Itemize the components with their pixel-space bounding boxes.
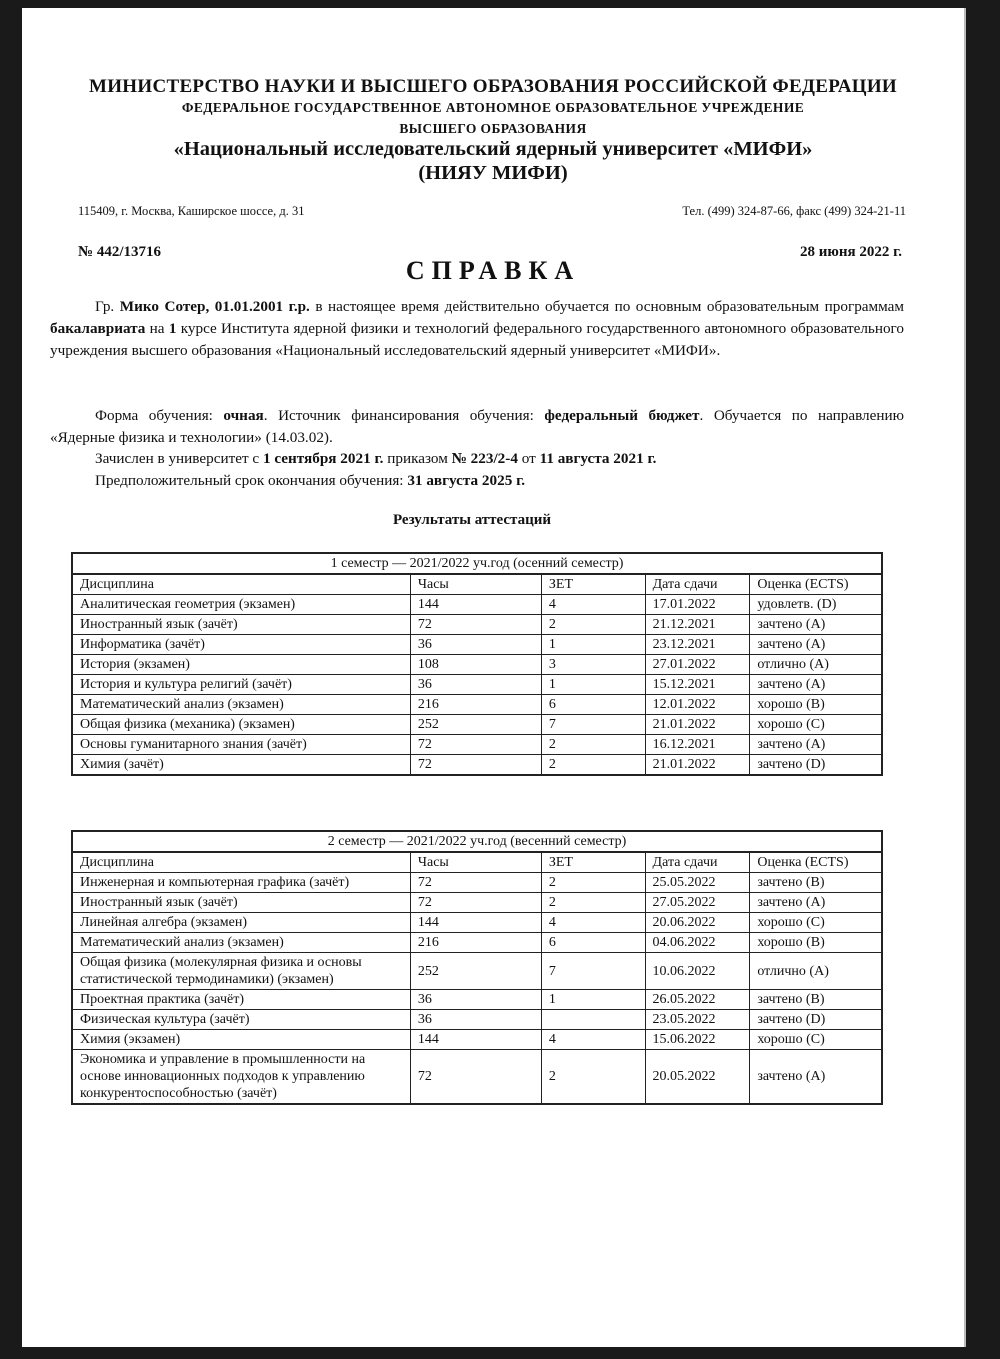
hours-cell: 144 bbox=[410, 913, 541, 933]
table-row bbox=[72, 655, 882, 675]
hours-cell: 36 bbox=[410, 1010, 541, 1030]
p3-text-a: Зачислен в университет с bbox=[95, 450, 263, 467]
credits-cell: 7 bbox=[541, 715, 645, 735]
grade-cell: зачтено (A) bbox=[750, 675, 882, 695]
table-row bbox=[72, 1030, 882, 1050]
discipline-cell: Линейная алгебра (экзамен) bbox=[72, 913, 410, 933]
university-phone: Тел. (499) 324-87-66, факс (499) 324-21-11 bbox=[682, 204, 906, 218]
grade-cell: зачтено (A) bbox=[750, 735, 882, 755]
paragraph-student-status bbox=[50, 296, 904, 362]
discipline-cell: Инженерная и компьютерная графика (зачёт) bbox=[72, 873, 410, 893]
grade-cell: хорошо (B) bbox=[750, 933, 882, 953]
university-address: 115409, г. Москва, Каширское шоссе, д. 31 bbox=[78, 204, 305, 218]
grade-cell: отлично (A) bbox=[750, 655, 882, 675]
credits-cell: 1 bbox=[541, 990, 645, 1010]
hours-cell: 216 bbox=[410, 933, 541, 953]
p2-text-c: . Обучается по направлению «Ядерные физика и технологии» (14.03.02). bbox=[50, 407, 904, 446]
column-header-grade: Оценка (ECTS) bbox=[750, 574, 882, 595]
p4-text-a: Предположительный срок окончания обучения: bbox=[95, 472, 408, 489]
date-cell: 21.01.2022 bbox=[645, 755, 750, 776]
grade-cell: зачтено (A) bbox=[750, 893, 882, 913]
grade-cell: отлично (A) bbox=[750, 953, 882, 990]
column-header-hours: Часы bbox=[410, 574, 541, 595]
date-cell: 17.01.2022 bbox=[645, 595, 750, 615]
hours-cell: 72 bbox=[410, 1050, 541, 1105]
hours-cell: 72 bbox=[410, 755, 541, 776]
column-header-hours: Часы bbox=[410, 852, 541, 873]
hours-cell: 216 bbox=[410, 695, 541, 715]
p1-text-a: Гр. bbox=[95, 298, 120, 315]
credits-cell: 4 bbox=[541, 595, 645, 615]
table-row bbox=[72, 990, 882, 1010]
graduation-date: 31 августа 2025 г. bbox=[407, 472, 526, 489]
date-cell: 27.01.2022 bbox=[645, 655, 750, 675]
paragraph-enrollment bbox=[50, 448, 904, 470]
table-row bbox=[72, 755, 882, 776]
course-number: 1 bbox=[168, 320, 177, 337]
results-title: Результаты аттестаций bbox=[392, 512, 552, 528]
credits-cell: 2 bbox=[541, 615, 645, 635]
semester-1-table bbox=[71, 552, 883, 776]
grade-cell: хорошо (C) bbox=[750, 715, 882, 735]
date-cell: 16.12.2021 bbox=[645, 735, 750, 755]
column-header-credits: ЗЕТ bbox=[541, 852, 645, 873]
document-title: СПРАВКА bbox=[405, 256, 581, 285]
discipline-cell: Математический анализ (экзамен) bbox=[72, 933, 410, 953]
discipline-cell: Проектная практика (зачёт) bbox=[72, 990, 410, 1010]
funding-source: федеральный бюджет bbox=[544, 407, 700, 424]
date-cell: 15.06.2022 bbox=[645, 1030, 750, 1050]
document-number: № 442/13716 bbox=[78, 244, 161, 260]
table-row bbox=[72, 695, 882, 715]
column-header-discipline: Дисциплина bbox=[72, 574, 410, 595]
credits-cell: 7 bbox=[541, 953, 645, 990]
window-frame-right bbox=[964, 0, 1000, 1359]
grade-cell: зачтено (A) bbox=[750, 635, 882, 655]
p1-text-b: в настоящее время действительно обучается по основным образовательным программам bbox=[309, 298, 905, 315]
semester-1-title: 1 семестр — 2021/2022 уч.год (осенний семестр) bbox=[72, 553, 882, 574]
university-name: «Национальный исследовательский ядерный университет «МИФИ» bbox=[173, 138, 813, 160]
column-header-grade: Оценка (ECTS) bbox=[750, 852, 882, 873]
date-cell: 21.12.2021 bbox=[645, 615, 750, 635]
credits-cell: 2 bbox=[541, 873, 645, 893]
column-header-date: Дата сдачи bbox=[645, 574, 750, 595]
university-short-name: (НИЯУ МИФИ) bbox=[418, 162, 568, 184]
hours-cell: 36 bbox=[410, 635, 541, 655]
credits-cell bbox=[541, 1010, 645, 1030]
date-cell: 20.05.2022 bbox=[645, 1050, 750, 1105]
table-header-row bbox=[72, 574, 882, 595]
table-row bbox=[72, 595, 882, 615]
semester-2-title: 2 семестр — 2021/2022 уч.год (весенний семестр) bbox=[72, 831, 882, 852]
column-header-discipline: Дисциплина bbox=[72, 852, 410, 873]
credits-cell: 2 bbox=[541, 755, 645, 776]
table-row bbox=[72, 1010, 882, 1030]
discipline-cell: Аналитическая геометрия (экзамен) bbox=[72, 595, 410, 615]
date-cell: 12.01.2022 bbox=[645, 695, 750, 715]
date-cell: 21.01.2022 bbox=[645, 715, 750, 735]
credits-cell: 4 bbox=[541, 1030, 645, 1050]
table-row bbox=[72, 873, 882, 893]
hours-cell: 144 bbox=[410, 1030, 541, 1050]
date-cell: 10.06.2022 bbox=[645, 953, 750, 990]
grade-cell: зачтено (D) bbox=[750, 1010, 882, 1030]
discipline-cell: История (экзамен) bbox=[72, 655, 410, 675]
discipline-cell: Иностранный язык (зачёт) bbox=[72, 893, 410, 913]
date-cell: 27.05.2022 bbox=[645, 893, 750, 913]
hours-cell: 108 bbox=[410, 655, 541, 675]
order-date: 11 августа 2021 г. bbox=[539, 450, 657, 467]
date-cell: 04.06.2022 bbox=[645, 933, 750, 953]
hours-cell: 72 bbox=[410, 615, 541, 635]
document-page bbox=[22, 8, 966, 1347]
discipline-cell: Математический анализ (экзамен) bbox=[72, 695, 410, 715]
table-row bbox=[72, 913, 882, 933]
study-form: очная bbox=[223, 407, 264, 424]
window-frame-left bbox=[0, 0, 22, 1359]
hours-cell: 36 bbox=[410, 675, 541, 695]
table-row bbox=[72, 635, 882, 655]
table-row bbox=[72, 675, 882, 695]
table-row bbox=[72, 893, 882, 913]
date-cell: 23.05.2022 bbox=[645, 1010, 750, 1030]
order-number: № 223/2-4 bbox=[451, 450, 518, 467]
discipline-cell: Экономика и управление в промышленности на основе инновационных подходов к управлению конкурентоспособностью (зачёт) bbox=[72, 1050, 410, 1105]
document-date: 28 июня 2022 г. bbox=[800, 244, 902, 260]
window-frame-top bbox=[0, 0, 1000, 8]
date-cell: 15.12.2021 bbox=[645, 675, 750, 695]
discipline-cell: Иностранный язык (зачёт) bbox=[72, 615, 410, 635]
date-cell: 26.05.2022 bbox=[645, 990, 750, 1010]
table-header-row bbox=[72, 852, 882, 873]
education-level: бакалавриата bbox=[50, 320, 146, 337]
credits-cell: 2 bbox=[541, 735, 645, 755]
discipline-cell: Общая физика (механика) (экзамен) bbox=[72, 715, 410, 735]
semester-2-table bbox=[71, 830, 883, 1105]
p2-text-a: Форма обучения: bbox=[95, 407, 224, 424]
credits-cell: 4 bbox=[541, 913, 645, 933]
paragraph-study-form bbox=[50, 405, 904, 449]
discipline-cell: Физическая культура (зачёт) bbox=[72, 1010, 410, 1030]
table-row bbox=[72, 615, 882, 635]
table-row bbox=[72, 933, 882, 953]
table-row bbox=[72, 735, 882, 755]
hours-cell: 72 bbox=[410, 735, 541, 755]
discipline-cell: Общая физика (молекулярная физика и основы статистической термодинамики) (экзамен) bbox=[72, 953, 410, 990]
hours-cell: 72 bbox=[410, 873, 541, 893]
table-row bbox=[72, 953, 882, 990]
column-header-date: Дата сдачи bbox=[645, 852, 750, 873]
discipline-cell: Химия (зачёт) bbox=[72, 755, 410, 776]
credits-cell: 2 bbox=[541, 1050, 645, 1105]
hours-cell: 36 bbox=[410, 990, 541, 1010]
hours-cell: 144 bbox=[410, 595, 541, 615]
ministry-heading: МИНИСТЕРСТВО НАУКИ И ВЫСШЕГО ОБРАЗОВАНИЯ РОССИЙСКОЙ ФЕДЕРАЦИИ bbox=[88, 76, 897, 97]
hours-cell: 72 bbox=[410, 893, 541, 913]
window-frame-bottom bbox=[0, 1347, 1000, 1359]
column-header-credits: ЗЕТ bbox=[541, 574, 645, 595]
institution-type-line-2: ВЫСШЕГО ОБРАЗОВАНИЯ bbox=[399, 121, 587, 136]
date-cell: 23.12.2021 bbox=[645, 635, 750, 655]
date-cell: 25.05.2022 bbox=[645, 873, 750, 893]
p3-text-b: приказом bbox=[383, 450, 452, 467]
p1-text-c: на bbox=[145, 320, 169, 337]
discipline-cell: История и культура религий (зачёт) bbox=[72, 675, 410, 695]
student-name: Мико Сотер, 01.01.2001 г.р. bbox=[119, 298, 310, 315]
credits-cell: 6 bbox=[541, 695, 645, 715]
credits-cell: 1 bbox=[541, 675, 645, 695]
hours-cell: 252 bbox=[410, 715, 541, 735]
credits-cell: 2 bbox=[541, 893, 645, 913]
discipline-cell: Основы гуманитарного знания (зачёт) bbox=[72, 735, 410, 755]
grade-cell: зачтено (B) bbox=[750, 990, 882, 1010]
institution-type-line-1: ФЕДЕРАЛЬНОЕ ГОСУДАРСТВЕННОЕ АВТОНОМНОЕ ОБРАЗОВАТЕЛЬНОЕ УЧРЕЖДЕНИЕ bbox=[181, 100, 805, 115]
p3-text-c: от bbox=[517, 450, 540, 467]
date-cell: 20.06.2022 bbox=[645, 913, 750, 933]
grade-cell: зачтено (D) bbox=[750, 755, 882, 776]
grade-cell: зачтено (A) bbox=[750, 1050, 882, 1105]
credits-cell: 6 bbox=[541, 933, 645, 953]
hours-cell: 252 bbox=[410, 953, 541, 990]
p1-text-d: курсе Института ядерной физики и технологий федерального государственного автономного образовательного учреждения высшего образования «Национальный исследовательский ядерный университет «МИФИ». bbox=[50, 320, 904, 359]
credits-cell: 1 bbox=[541, 635, 645, 655]
grade-cell: зачтено (B) bbox=[750, 873, 882, 893]
grade-cell: удовлетв. (D) bbox=[750, 595, 882, 615]
table-row bbox=[72, 1050, 882, 1105]
p2-text-b: . Источник финансирования обучения: bbox=[263, 407, 545, 424]
enrollment-date: 1 сентября 2021 г. bbox=[262, 450, 384, 467]
discipline-cell: Информатика (зачёт) bbox=[72, 635, 410, 655]
paragraph-graduation bbox=[50, 470, 904, 492]
grade-cell: хорошо (B) bbox=[750, 695, 882, 715]
table-row bbox=[72, 715, 882, 735]
grade-cell: хорошо (C) bbox=[750, 913, 882, 933]
discipline-cell: Химия (экзамен) bbox=[72, 1030, 410, 1050]
credits-cell: 3 bbox=[541, 655, 645, 675]
grade-cell: зачтено (A) bbox=[750, 615, 882, 635]
grade-cell: хорошо (C) bbox=[750, 1030, 882, 1050]
